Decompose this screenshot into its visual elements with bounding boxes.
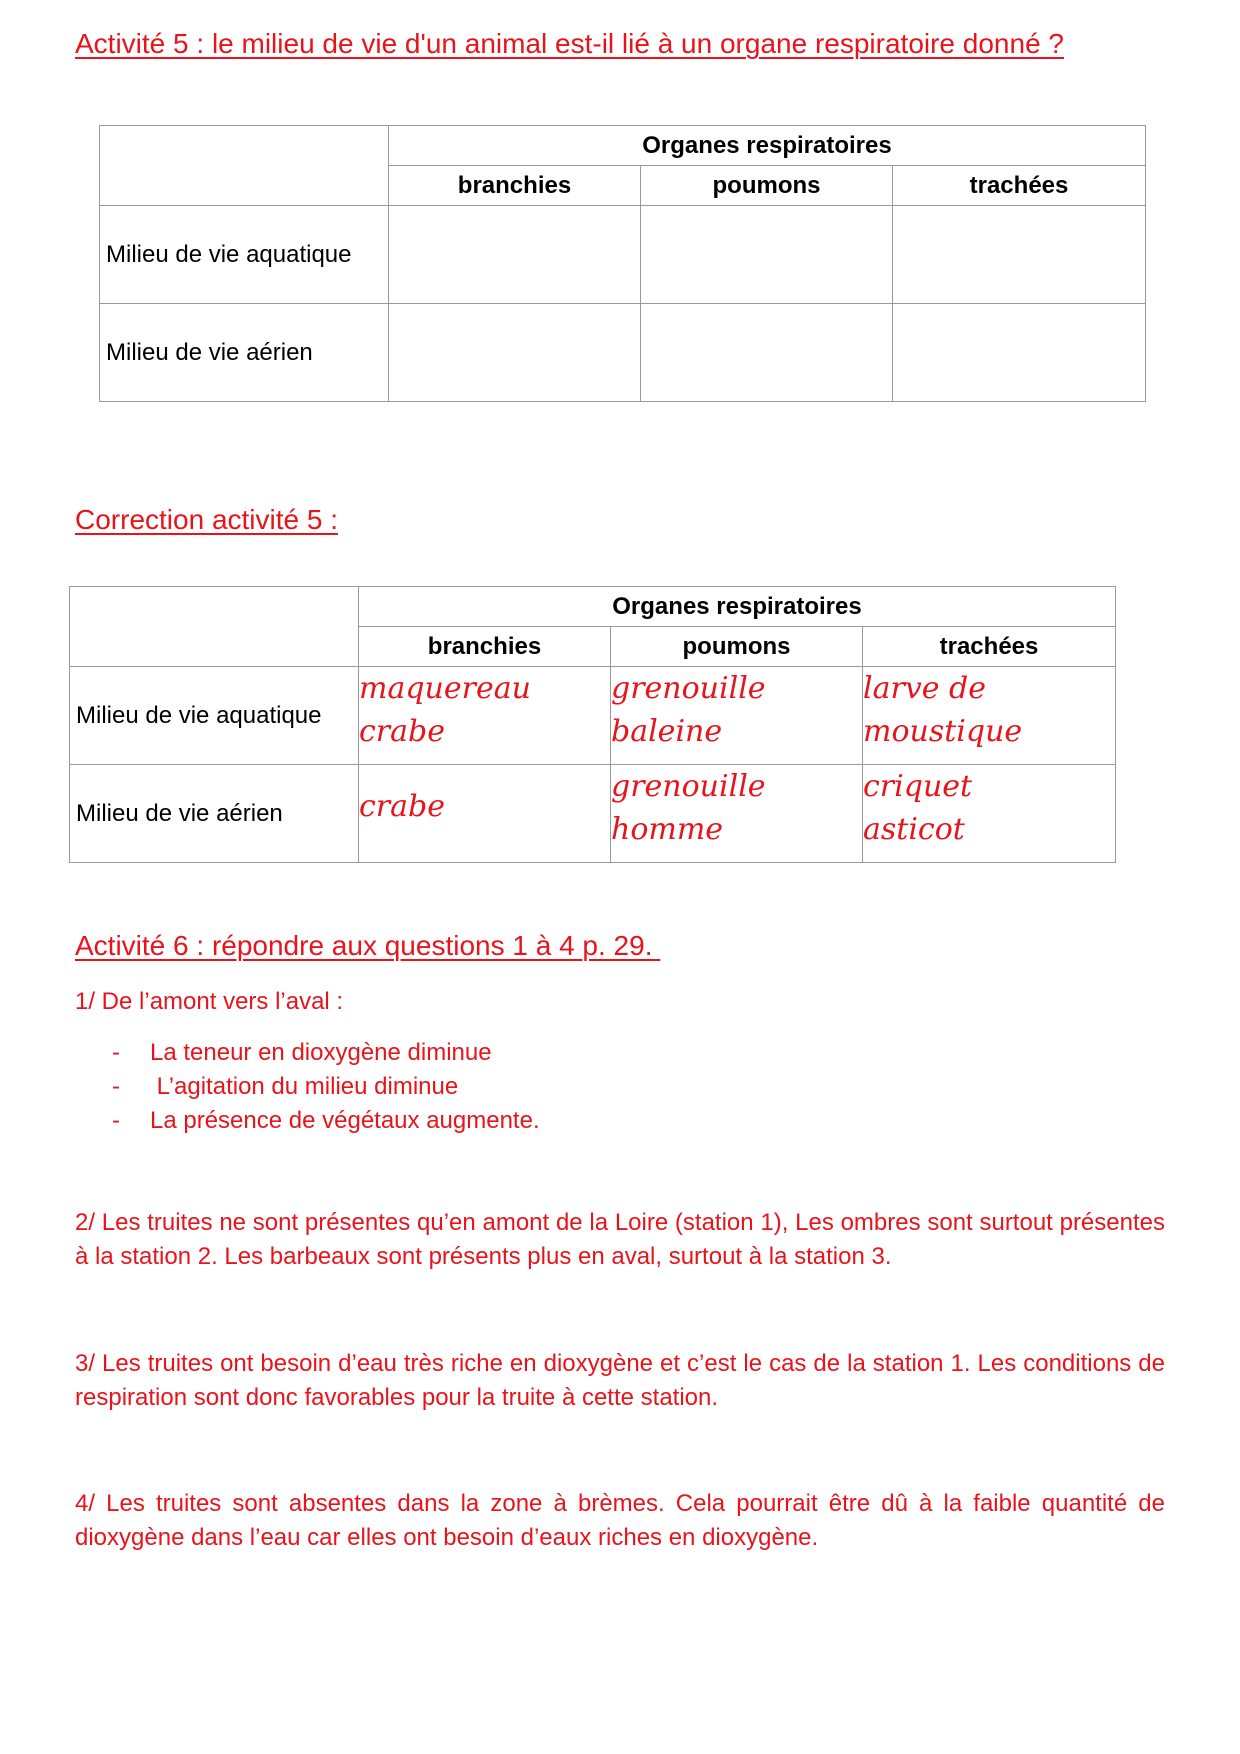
table-row — [100, 304, 1146, 402]
column-header-branchies: branchies — [359, 627, 611, 667]
handwritten-cell — [863, 765, 1116, 863]
handwritten-cell — [359, 765, 611, 863]
list-item: - La teneur en dioxygène diminue — [112, 1036, 540, 1070]
handwritten-answer: larve de — [863, 671, 987, 706]
handwritten-answer: moustique — [863, 714, 1023, 749]
empty-answer-cell — [893, 206, 1146, 304]
answer-3: 3/ Les truites ont besoin d’eau très riche en dioxygène et c’est le cas de la station 1. Les conditions de respiration sont donc favorables pour la truite à cette station. — [75, 1350, 1165, 1411]
table-row — [100, 206, 1146, 304]
empty-answer-cell — [641, 206, 893, 304]
group-header: Organes respiratoires — [359, 587, 1116, 627]
row-label-aquatique: Milieu de vie aquatique — [100, 206, 389, 304]
handwritten-cell — [863, 667, 1116, 765]
activity5-title: Activité 5 : le milieu de vie d'un animal est-il lié à un organe respiratoire donné ? — [75, 28, 1064, 59]
handwritten-cell — [611, 667, 863, 765]
handwritten-cell — [611, 765, 863, 863]
handwritten-answer: homme — [611, 812, 724, 847]
empty-corner-cell — [70, 587, 359, 667]
column-header-poumons: poumons — [611, 627, 863, 667]
row-label-aerien: Milieu de vie aérien — [70, 765, 359, 863]
table-row — [70, 667, 1116, 765]
column-header-branchies: branchies — [389, 166, 641, 206]
row-label-aquatique: Milieu de vie aquatique — [70, 667, 359, 765]
empty-answer-cell — [389, 206, 641, 304]
empty-corner-cell — [100, 126, 389, 206]
handwritten-answer: baleine — [611, 714, 723, 749]
activity5-table — [99, 125, 1146, 402]
column-header-trachees: trachées — [893, 166, 1146, 206]
list-item: - La présence de végétaux augmente. — [112, 1104, 540, 1138]
empty-answer-cell — [641, 304, 893, 402]
handwritten-answer: asticot — [863, 812, 965, 847]
handwritten-answer: grenouille — [611, 671, 766, 706]
row-label-aerien: Milieu de vie aérien — [100, 304, 389, 402]
activity6-title: Activité 6 : répondre aux questions 1 à 4 p. 29. — [75, 930, 661, 961]
answer-2: 2/ Les truites ne sont présentes qu’en amont de la Loire (station 1), Les ombres sont surtout présentes à la station 2. Les barbeaux sont présents plus en aval, surtout à la station 3. — [75, 1209, 1165, 1270]
group-header: Organes respiratoires — [389, 126, 1146, 166]
handwritten-answer: grenouille — [611, 769, 766, 804]
question1-intro: 1/ De l’amont vers l’aval : — [75, 988, 344, 1015]
handwritten-cell — [359, 667, 611, 765]
handwritten-answer: crabe — [359, 789, 445, 824]
handwritten-answer: criquet — [863, 769, 973, 804]
empty-answer-cell — [893, 304, 1146, 402]
answer-4: 4/ Les truites sont absentes dans la zone à brèmes. Cela pourrait être dû à la faible quantité de dioxygène dans l’eau car elles ont besoin d’eaux riches en dioxygène. — [75, 1490, 1165, 1551]
empty-answer-cell — [389, 304, 641, 402]
correction5-title: Correction activité 5 : — [75, 504, 338, 535]
handwritten-answer: maquereau — [359, 671, 531, 706]
column-header-poumons: poumons — [641, 166, 893, 206]
column-header-trachees: trachées — [863, 627, 1116, 667]
table-row — [70, 765, 1116, 863]
question1-list — [112, 1036, 540, 1138]
list-item: - L’agitation du milieu diminue — [112, 1070, 540, 1104]
correction5-table — [69, 586, 1116, 863]
handwritten-answer: crabe — [359, 714, 445, 749]
